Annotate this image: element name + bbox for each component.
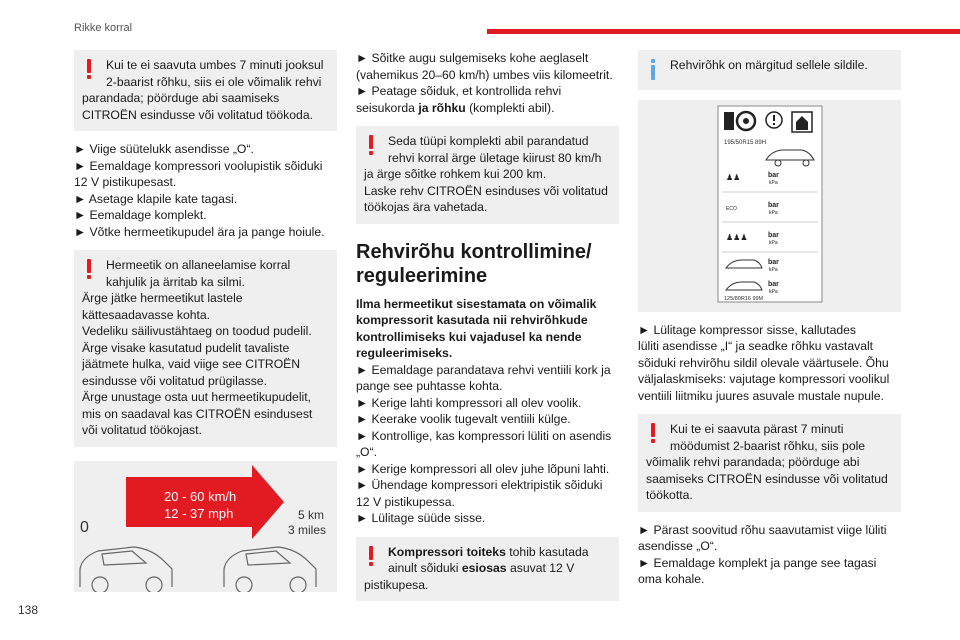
step-line: 12 V pistikupessa.: [356, 494, 455, 509]
step-line: ► Viige süütelukk asendisse „O“.: [74, 142, 254, 156]
svg-text:bar: bar: [768, 171, 779, 179]
warning-text-line: Vedeliku säilivustähtaeg on toodud pudelil.: [82, 324, 312, 338]
step-line: oma kohale.: [638, 572, 705, 586]
warning-text-line: CITROËN esindusse või volitatud töökoda.: [82, 107, 313, 122]
tyre-size-top: 195/50R15 89H: [724, 139, 767, 146]
warning-text-line: Ärge jätke hermeetikut lastele: [82, 291, 243, 305]
svg-text:bar: bar: [768, 258, 779, 266]
warning-text-line: Ärge unustage osta uut hermeetikupudelit,: [82, 390, 312, 404]
warning-text-line: pistikupesa.: [364, 577, 429, 592]
info-text: Rehvirõhk on märgitud sellele sildile.: [670, 58, 868, 72]
speed-mph-label: 12 - 37 mph: [164, 505, 234, 521]
distance-miles-label: 3 miles: [288, 522, 327, 537]
warning-box-speed-limit: [356, 126, 619, 224]
warning-text-line: Kui te ei saavuta umbes 7 minuti jooksul: [106, 58, 324, 72]
warning-text-line: töökojas ära vahetada.: [364, 200, 488, 214]
step-line: ► Eemaldage parandatava rehvi ventiili kork ja: [356, 362, 611, 377]
warning-text-line: möödumist 2-baarist rõhku, siis pole: [670, 438, 866, 453]
step-line: „O“.: [356, 445, 377, 459]
step-line: 12 V pistikupesast.: [74, 175, 177, 189]
svg-text:bar: bar: [768, 231, 779, 239]
steps-list: [638, 322, 901, 405]
page-number: 138: [18, 603, 39, 617]
speed-distance-illustration: [74, 461, 337, 592]
warning-box-power-socket: [356, 537, 619, 602]
tyre-pressure-label-figure: [638, 100, 901, 312]
warning-text-line: jäätmete hulka, vaid viige see CITROËN: [82, 357, 301, 371]
step-line: ► Lülitage süüde sisse.: [356, 511, 486, 525]
svg-text:kPa: kPa: [769, 266, 778, 273]
warning-exclamation-icon: [86, 59, 92, 81]
warning-text-line: kahjulik ja ärritab ka silmi.: [106, 274, 245, 289]
step-line: ► Eemaldage komplekt ja pange see tagasi: [638, 555, 877, 570]
section-body: [356, 296, 619, 527]
car-left-icon: [80, 547, 172, 592]
step-line: ► Ühendage kompressori elektripistik sõiduki: [356, 478, 603, 492]
svg-text:♟♟♟: ♟♟♟: [726, 232, 748, 242]
warning-text-line: võimalik rehvi parandada; pöörduge abi: [646, 455, 860, 469]
intro-line: kompressorit kasutada nii rehvirõhkude: [356, 313, 588, 327]
step-line: lüliti asendisse „I“ ja seadke rõhku vastavalt: [638, 339, 874, 353]
tyre-pressure-label-svg: [638, 100, 901, 312]
step-line: ► Eemaldage kompressori voolupistik sõiduki: [74, 158, 323, 173]
steps-list: [74, 141, 337, 240]
step-line: ► Kerige kompressori all olev juhe lõpuni lahti.: [356, 461, 610, 476]
step-line: ► Peatage sõiduk, et kontrollida rehvi: [356, 84, 562, 98]
column-middle: [356, 50, 619, 611]
step-line: ► Kerige lahti kompressori all olev voolik.: [356, 395, 582, 410]
tyre-size-bottom: 125/80R16 99M: [724, 295, 764, 302]
car-right-icon: [224, 547, 316, 592]
step-line: ventiili liitmiku juures asuvale mustale nupule.: [638, 388, 884, 403]
svg-text:kPa: kPa: [769, 239, 778, 246]
intro-line: kontrollimiseks kui vajadusel ka nende: [356, 329, 582, 344]
warning-text-line: Kompressori toiteks tohib kasutada: [388, 544, 589, 559]
warning-text-line: parandada; pöörduge abi saamiseks: [82, 91, 280, 105]
speed-kmh-label: 20 - 60 km/h: [164, 488, 237, 504]
header-accent-bar: [487, 29, 960, 34]
warning-text-line: rehvi korral ärge ületage kiirust 80 km/h: [388, 150, 602, 165]
warning-text-line: 2-baarist rõhku, siis ei ole võimalik rehvi: [106, 74, 322, 89]
warning-box-pressure-7min: [638, 414, 901, 512]
intro-line: reguleerimiseks.: [356, 346, 453, 360]
warning-text-line: saamiseks CITROËN esindusse või volitatud: [646, 471, 888, 486]
step-line: ► Lülitage kompressor sisse, kallutades: [638, 322, 856, 337]
warning-exclamation-icon: [86, 259, 92, 281]
warning-text-line: kättesaadavasse kohta.: [82, 307, 211, 322]
start-zero-label: 0: [80, 518, 89, 536]
info-box-label: [638, 50, 901, 90]
warning-text-line: esindusse või volitatud prügilasse.: [82, 373, 267, 388]
warning-text-line: Kui te ei saavuta pärast 7 minuti: [670, 422, 844, 436]
running-header: Rikke korral: [74, 22, 133, 34]
section-heading: Rehvirõhu kontrollimine/ reguleerimine: [356, 240, 592, 287]
warning-exclamation-icon: [368, 135, 374, 157]
warning-text-line: töökotta.: [646, 488, 693, 502]
step-line: (vahemikus 20–60 km/h) umbes viis kilomeetrit.: [356, 67, 613, 82]
svg-text:♟♟: ♟♟: [726, 172, 741, 182]
distance-km-label: 5 km: [298, 507, 325, 522]
step-line: seisukorda ja rõhku (komplekti abil).: [356, 100, 555, 115]
step-line: ► Pärast soovitud rõhu saavutamist viige lüliti: [638, 522, 887, 537]
warning-text-line: Hermeetik on allaneelamise korral: [106, 258, 291, 272]
info-icon: [650, 59, 656, 81]
step-line: ► Võtke hermeetikupudel ära ja pange hoiule.: [74, 224, 325, 239]
warning-exclamation-icon: [368, 546, 374, 568]
warning-text-line: Laske rehv CITROËN esinduses või volitatud: [364, 183, 608, 198]
svg-text:ECO: ECO: [726, 205, 737, 212]
warning-text-line: ja ärge sõitke rohkem kui 200 km.: [364, 167, 547, 181]
svg-text:kPa: kPa: [769, 288, 778, 295]
svg-text:kPa: kPa: [769, 179, 778, 186]
warning-box-sealant: [74, 250, 337, 447]
warning-text-line: ainult sõiduki esiosas asuvat 12 V: [388, 561, 575, 575]
warning-text-line: Ärge visake kasutatud pudelit tavaliste: [82, 340, 290, 355]
step-line: ► Sõitke augu sulgemiseks kohe aeglaselt: [356, 51, 589, 65]
column-right: [638, 50, 901, 598]
step-line: ► Eemaldage komplekt.: [74, 208, 207, 222]
step-line: sõiduki rehvirõhu sildil olevale väärtusele. Õhu: [638, 355, 889, 370]
speed-distance-svg: [74, 461, 337, 592]
intro-line: Ilma hermeetikut sisestamata on võimalik: [356, 296, 597, 311]
svg-text:bar: bar: [768, 201, 779, 209]
step-line: pange see puhtasse kohta.: [356, 379, 503, 393]
warning-text-line: Seda tüüpi komplekti abil parandatud: [388, 134, 589, 148]
svg-text:kPa: kPa: [769, 209, 778, 216]
step-line: väljalaskmiseks: vajutage kompressori voolikul: [638, 372, 890, 386]
steps-list: [356, 50, 619, 116]
column-left: [74, 50, 337, 592]
step-line: ► Keerake voolik tugevalt ventiili külge.: [356, 412, 571, 426]
warning-box-pressure: [74, 50, 337, 131]
steps-list: [638, 522, 901, 588]
warning-text-line: või volitatud töökojast.: [82, 423, 202, 437]
step-line: ► Kontrollige, kas kompressori lüliti on asendis: [356, 428, 612, 443]
step-line: asendisse „O“.: [638, 539, 718, 553]
svg-text:bar: bar: [768, 280, 779, 288]
step-line: ► Asetage klapile kate tagasi.: [74, 191, 238, 206]
warning-text-line: mis on saadaval kas CITROËN esindusest: [82, 406, 313, 421]
warning-exclamation-icon: [650, 423, 656, 445]
